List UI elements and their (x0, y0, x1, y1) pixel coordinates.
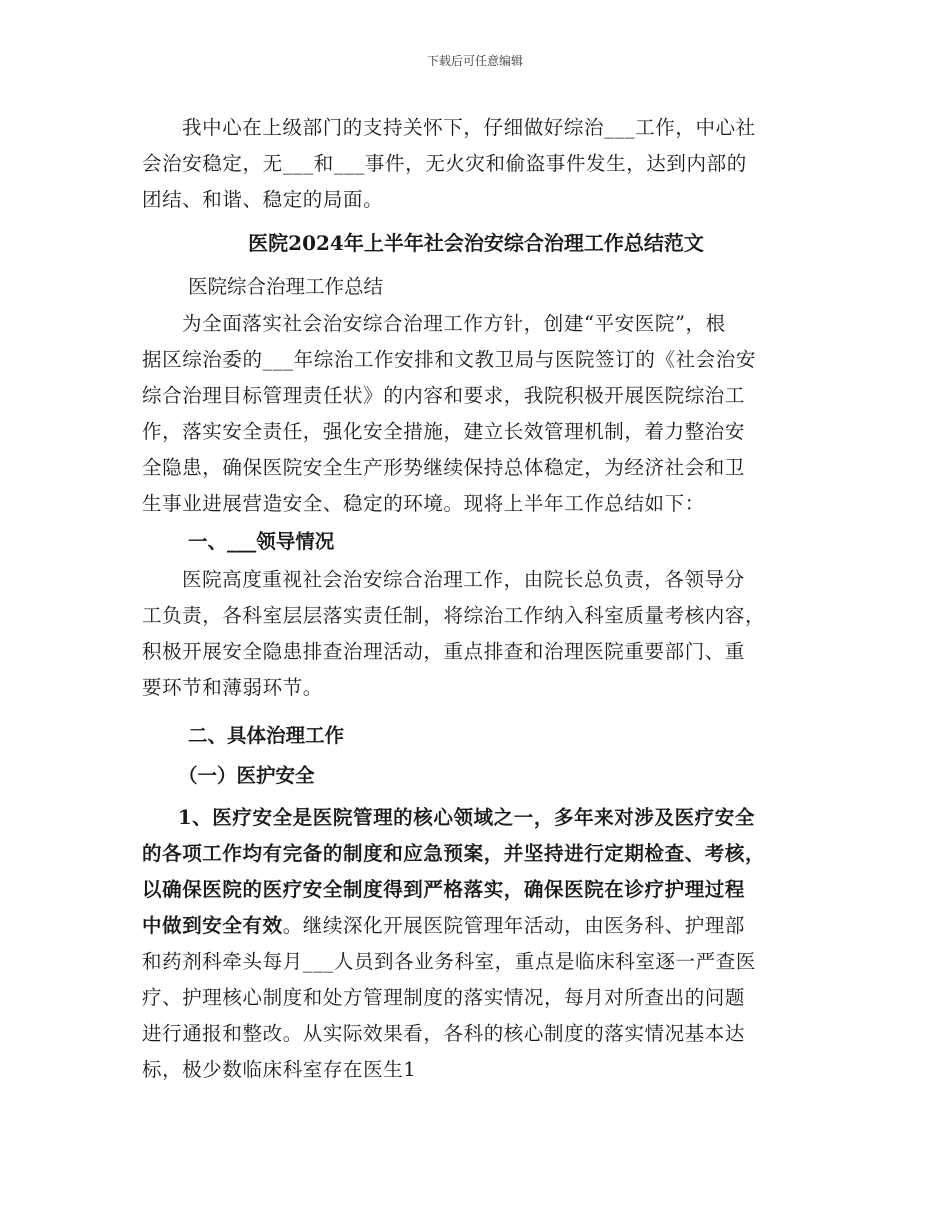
document-body (142, 110, 810, 1088)
paragraph-line: 和药剂科牵头每月___人员到各业务科室，重点是临床科室逐一严查医 (142, 950, 756, 973)
paragraph-line: 为全面落实社会治安综合治理工作方针，创建“平安医院”，根 (182, 312, 726, 335)
intro-line: 我中心在上级部门的支持关怀下，仔细做好综治___工作，中心社 (182, 116, 756, 139)
subsection-heading: （一）医护安全 (178, 764, 315, 787)
paragraph-line: 疗、护理核心制度和处方管理制度的落实情况，每月对所查出的问题 (142, 986, 746, 1009)
mixed-paragraph-line (142, 908, 810, 944)
paragraph-line: 工负责，各科室层层落实责任制，将综治工作纳入科室质量考核内容， (142, 604, 766, 627)
section-heading-2: 二、具体治理工作 (188, 724, 345, 747)
paragraph-line: 作，落实安全责任，强化安全措施，建立长效管理机制，着力整治安 (142, 420, 746, 443)
normal-run: 。继续深化开展医院管理年活动，由医务科、护理部 (282, 914, 746, 937)
page-header: 下载后可任意编辑 (426, 54, 523, 68)
intro-line: 团结、和谐、稳定的局面。 (142, 188, 384, 211)
document-title: 医院2024年上半年社会治安综合治理工作总结范文 (248, 231, 704, 255)
paragraph-line: 标，极少数临床科室存在医生1 (142, 1058, 417, 1081)
document-subtitle: 医院综合治理工作总结 (188, 275, 384, 298)
paragraph-line: 综合治理目标管理责任状》的内容和要求，我院积极开展医院综治工 (142, 384, 746, 407)
bold-paragraph-line: 的各项工作均有完备的制度和应急预案，并坚持进行定期检查、考核， (142, 842, 766, 865)
paragraph-line: 要环节和薄弱环节。 (142, 676, 323, 699)
paragraph-line: 进行通报和整改。从实际效果看，各科的核心制度的落实情况基本达 (142, 1022, 746, 1045)
intro-line: 会治安稳定，无___和___事件，无火灾和偷盗事件发生，达到内部的 (142, 152, 747, 175)
bold-paragraph-line: 以确保医院的医疗安全制度得到严格落实，确保医院在诊疗护理过程 (142, 878, 746, 901)
paragraph-line: 医院高度重视社会治安综合治理工作，由院长总负责，各领导分 (182, 568, 745, 591)
bold-paragraph-line: 1、医疗安全是医院管理的核心领域之一，多年来对涉及医疗安全 (178, 806, 755, 829)
paragraph-line: 全隐患，确保医院安全生产形势继续保持总体稳定，为经济社会和卫 (142, 456, 746, 479)
section-heading-1: 一、___领导情况 (188, 530, 335, 553)
paragraph-line: 据区综治委的___年综治工作安排和文教卫局与医院签订的《社会治安 (142, 348, 756, 371)
bold-run: 中做到安全有效 (142, 914, 283, 937)
paragraph-line: 积极开展安全隐患排查治理活动，重点排查和治理医院重要部门、重 (142, 640, 746, 663)
spacer (142, 706, 810, 716)
paragraph-line: 生事业进展营造安全、稳定的环境。现将上半年工作总结如下： (142, 492, 705, 515)
